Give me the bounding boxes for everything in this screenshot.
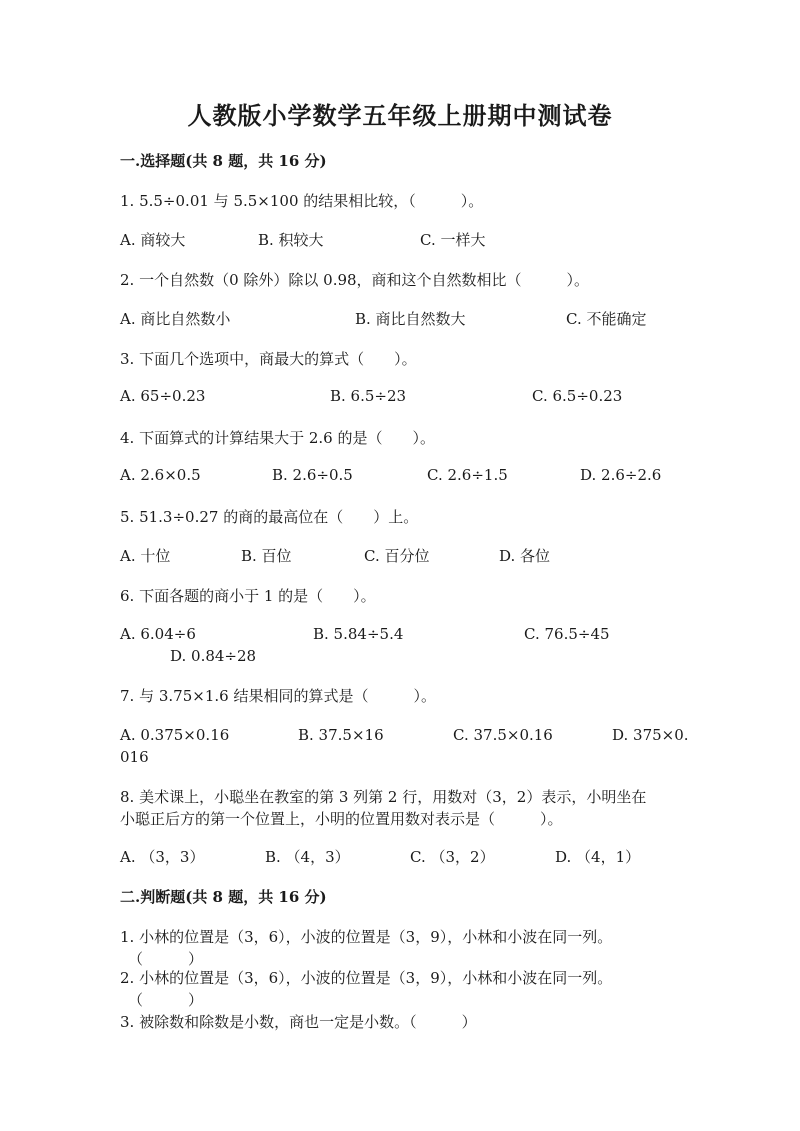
question-5-option-b: B. 百位 xyxy=(241,547,292,565)
question-4-option-c: C. 2.6÷1.5 xyxy=(427,466,508,484)
question-2-option-b: B. 商比自然数大 xyxy=(355,310,466,328)
question-8-option-c: C. （3，2） xyxy=(410,848,495,866)
question-1-option-a: A. 商较大 xyxy=(120,231,186,249)
question-5-option-d: D. 各位 xyxy=(499,547,551,565)
question-1-option-b: B. 积较大 xyxy=(258,231,324,249)
question-7-option-d: D. 375×0. xyxy=(612,726,689,744)
section-heading-judgment: 二.判断题(共 8 题，共 16 分) xyxy=(120,888,327,906)
judgment-2-line1: 2. 小林的位置是（3，6），小波的位置是（3，9），小林和小波在同一列。 xyxy=(120,969,613,987)
question-7-stem: 7. 与 3.75×1.6 结果相同的算式是（ ）。 xyxy=(120,687,436,705)
question-5-option-a: A. 十位 xyxy=(120,547,171,565)
question-5-option-c: C. 百分位 xyxy=(364,547,430,565)
question-3-option-c: C. 6.5÷0.23 xyxy=(532,387,623,405)
question-1-stem: 1. 5.5÷0.01 与 5.5×100 的结果相比较，（ ）。 xyxy=(120,192,484,210)
question-4-option-b: B. 2.6÷0.5 xyxy=(272,466,353,484)
question-8-stem-line2: 小聪正后方的第一个位置上，小明的位置用数对表示是（ ）。 xyxy=(120,810,563,828)
question-5-stem: 5. 51.3÷0.27 的商的最高位在（ ）上。 xyxy=(120,508,419,526)
question-7-option-a: A. 0.375×0.16 xyxy=(120,726,230,744)
question-3-stem: 3. 下面几个选项中，商最大的算式（ ）。 xyxy=(120,350,417,368)
question-6-stem: 6. 下面各题的商小于 1 的是（ ）。 xyxy=(120,587,376,605)
page-title: 人教版小学数学五年级上册期中测试卷 xyxy=(187,101,613,130)
section-heading-choice: 一.选择题(共 8 题，共 16 分) xyxy=(120,152,327,170)
question-4-option-d: D. 2.6÷2.6 xyxy=(580,466,662,484)
judgment-2-answer-blank: （ ） xyxy=(128,991,204,1009)
question-8-option-a: A. （3，3） xyxy=(120,848,205,866)
question-7-option-b: B. 37.5×16 xyxy=(298,726,384,744)
question-2-option-a: A. 商比自然数小 xyxy=(120,310,231,328)
judgment-3-line1: 3. 被除数和除数是小数，商也一定是小数。（ ） xyxy=(120,1013,477,1031)
question-6-option-d: D. 0.84÷28 xyxy=(170,647,257,665)
question-7-option-d-wrap: 016 xyxy=(120,748,149,766)
judgment-1-answer-blank: （ ） xyxy=(128,950,204,968)
question-4-stem: 4. 下面算式的计算结果大于 2.6 的是（ ）。 xyxy=(120,429,435,447)
question-8-option-b: B. （4，3） xyxy=(265,848,350,866)
question-2-stem: 2. 一个自然数（0 除外）除以 0.98，商和这个自然数相比（ ）。 xyxy=(120,271,590,289)
question-6-option-a: A. 6.04÷6 xyxy=(120,625,196,643)
question-4-option-a: A. 2.6×0.5 xyxy=(120,466,201,484)
question-7-option-c: C. 37.5×0.16 xyxy=(453,726,553,744)
question-6-option-c: C. 76.5÷45 xyxy=(524,625,610,643)
question-3-option-a: A. 65÷0.23 xyxy=(120,387,206,405)
question-1-option-c: C. 一样大 xyxy=(420,231,486,249)
judgment-1-line1: 1. 小林的位置是（3，6），小波的位置是（3，9），小林和小波在同一列。 xyxy=(120,928,613,946)
question-8-option-d: D. （4，1） xyxy=(555,848,641,866)
question-2-option-c: C. 不能确定 xyxy=(566,310,647,328)
question-6-option-b: B. 5.84÷5.4 xyxy=(313,625,404,643)
question-3-option-b: B. 6.5÷23 xyxy=(330,387,407,405)
question-8-stem-line1: 8. 美术课上，小聪坐在教室的第 3 列第 2 行，用数对（3，2）表示，小明坐在 xyxy=(120,788,647,806)
